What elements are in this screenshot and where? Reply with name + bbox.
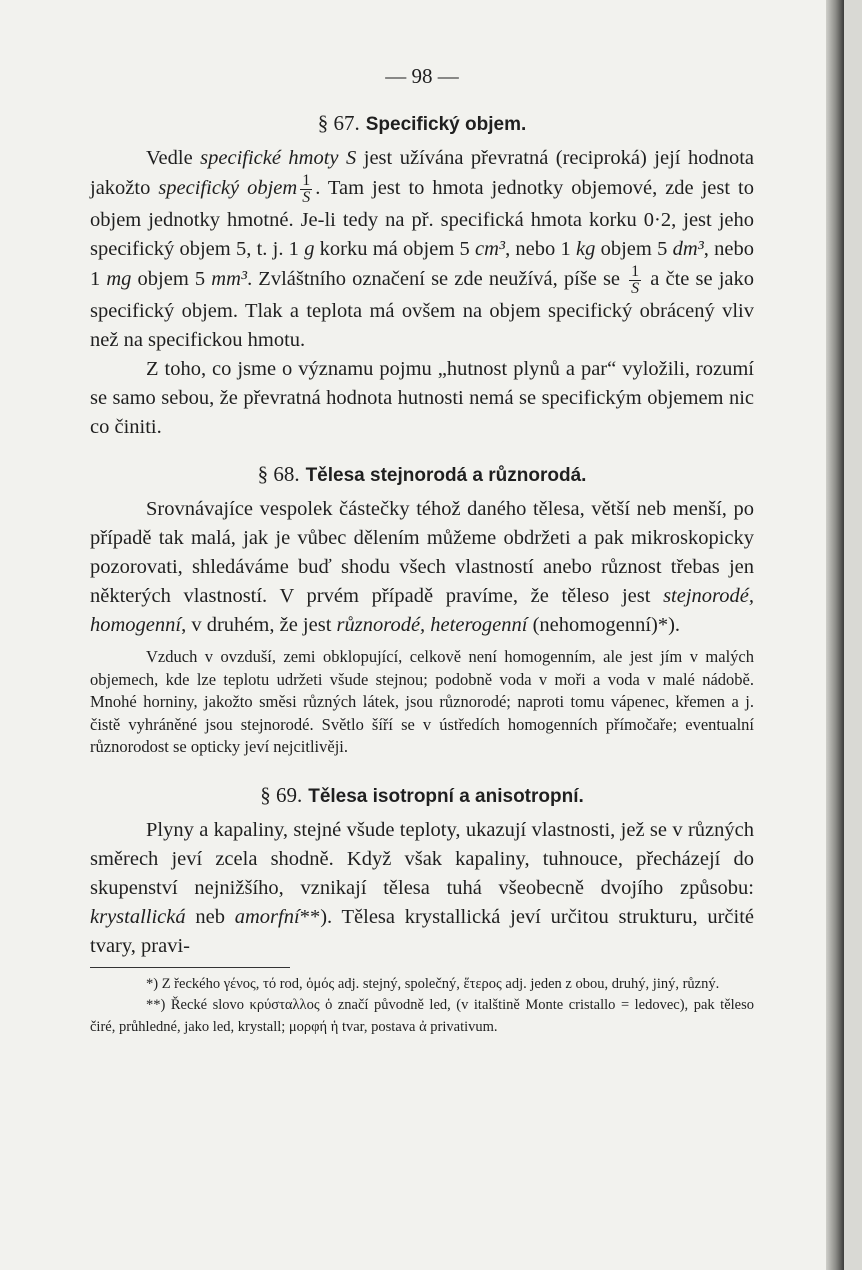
section-68-title: Tělesa stejnorodá a různorodá. [305, 465, 587, 486]
section-68-number: § 68. [257, 462, 300, 486]
text-run: jest užívána převratná (reciproká) její hodnota jakožto [90, 147, 754, 200]
section-69-paragraph-1 [90, 816, 754, 961]
fraction-denominator: S [631, 280, 640, 297]
text-run: , nebo 1 [505, 238, 576, 260]
text-run: a čte se jako specifický objem. Tlak a teplota má ovšem na objem specifický obrácený vliv než na specifickou hmotu. [90, 268, 754, 351]
text-run-italic: kg [576, 238, 596, 260]
footnote-1: *) Z řeckého γένος, τό rod, ὁμός adj. stejný, společný, ἕτερος adj. jeden z obou, druhý, jiný, různý. [146, 975, 720, 992]
section-67-number: § 67. [317, 111, 360, 135]
footnote-2: **) Řecké slovo κρύσταλλος ὁ značí původně led, (v italštině Monte cristallo = ledovec), pak těleso čiré, průhledné, jako led, krystall; μορφή ἡ tvar, postava ἀ privativum. [90, 997, 754, 1035]
text-run: objem 5 [595, 238, 673, 260]
text-run-italic: mg [106, 268, 132, 291]
text-run: Srovnávajíce vespolek částečky téhož daného tělesa, větší neb menší, po případě tak malá, jak je vůbec dělením můžeme obdržeti a pak mikroskopicky pozorovati, shledáváme buď shodu všech vlastností anebo různost třebas jen některých vlastností. V prvém případě pravíme, že těleso jest [90, 498, 754, 607]
text-run: **). Tělesa krystallická jeví určitou strukturu, určité tvary, pravi- [90, 905, 755, 957]
text-run: objem 5 [131, 268, 212, 291]
fraction-numerator: 1 [302, 172, 311, 189]
text-run: korku má objem 5 [314, 238, 475, 260]
section-67-heading [90, 111, 754, 136]
section-68-small-print: Vzduch v ovzduší, zemi obklopující, celkově není homogenním, ale jest jím v malých objemech, kde lze teplotu udržeti všude stejnou; podobně voda v moři a voda v malé nádobě. Mnohé horniny, jakožto směsi různých látek, jsou různorodé; naproti tomu vápenec, křemen a j. čistě vyhráněné jsou stejnorodé. Světlo šíří se v ústředích homogenních přímočaře; eventualní různorodost se opticky jeví nejcitlivěji. [90, 647, 754, 756]
fraction-one-over-s [300, 173, 312, 206]
text-run: Plyny a kapaliny, stejné všude teploty, ukazují vlastnosti, jež se v různých směrech jeví zcela shodně. Když však kapaliny, tuhnouce, přecházejí do skupenství nejnižšího, vznikají tělesa tuhá všeobecně dvojího způsobu: [90, 818, 754, 899]
text-run-italic: stejnorodé, homogenní [90, 585, 754, 636]
text-run: . Zvláštního označení se zde neužívá, píše se [247, 268, 627, 291]
text-run: Vedle [146, 147, 201, 169]
book-spine [826, 0, 844, 1270]
text-run: (nehomogenní)*). [527, 614, 681, 636]
text-run-italic: dm³ [672, 238, 704, 260]
text-run-italic: krystallická [90, 905, 186, 928]
section-67-title: Specifický objem. [365, 114, 527, 135]
section-67-paragraph-1 [90, 144, 754, 355]
text-run: , nebo 1 [90, 238, 754, 291]
text-run-italic: cm³ [475, 238, 506, 260]
text-run: . Tam jest to hmota jednotky objemové, zde jest to objem jednotky hmotné. Je-li tedy na př. specifická hmota korku 0·2, jest jeho specifický objem 5, t. j. 1 [90, 177, 754, 260]
text-run-italic: specifický objem [158, 177, 298, 200]
text-run: , v druhém, že jest [181, 614, 337, 636]
text-run-italic: g [304, 238, 315, 260]
page-number: — 98 — [385, 64, 459, 88]
footnote-divider [90, 967, 290, 968]
section-69-heading [90, 783, 754, 808]
fraction-numerator: 1 [631, 263, 640, 280]
text-run-italic: S [346, 147, 357, 169]
section-68-heading [90, 462, 754, 487]
section-68-paragraph-1 [90, 495, 754, 640]
text-run: neb [185, 905, 235, 928]
fraction-one-over-s [629, 264, 641, 297]
text-run [339, 147, 346, 169]
text-run-italic: specifické hmoty [200, 147, 339, 169]
section-69-title: Tělesa isotropní a anisotropní. [308, 785, 584, 807]
text-run-italic: různorodé, heterogenní [336, 614, 528, 636]
section-67-paragraph-2: Z toho, co jsme o významu pojmu „hutnost plynů a par“ vyložili, rozumí se samo sebou, že převratná hodnota hutnosti nemá se specifickým objemem nic co činiti. [90, 358, 754, 438]
text-run-italic: mm³ [211, 268, 248, 291]
fraction-denominator: S [302, 189, 311, 206]
text-run-italic: amorfní [234, 905, 300, 928]
text-column [90, 64, 754, 1038]
section-69-number: § 69. [260, 782, 303, 807]
